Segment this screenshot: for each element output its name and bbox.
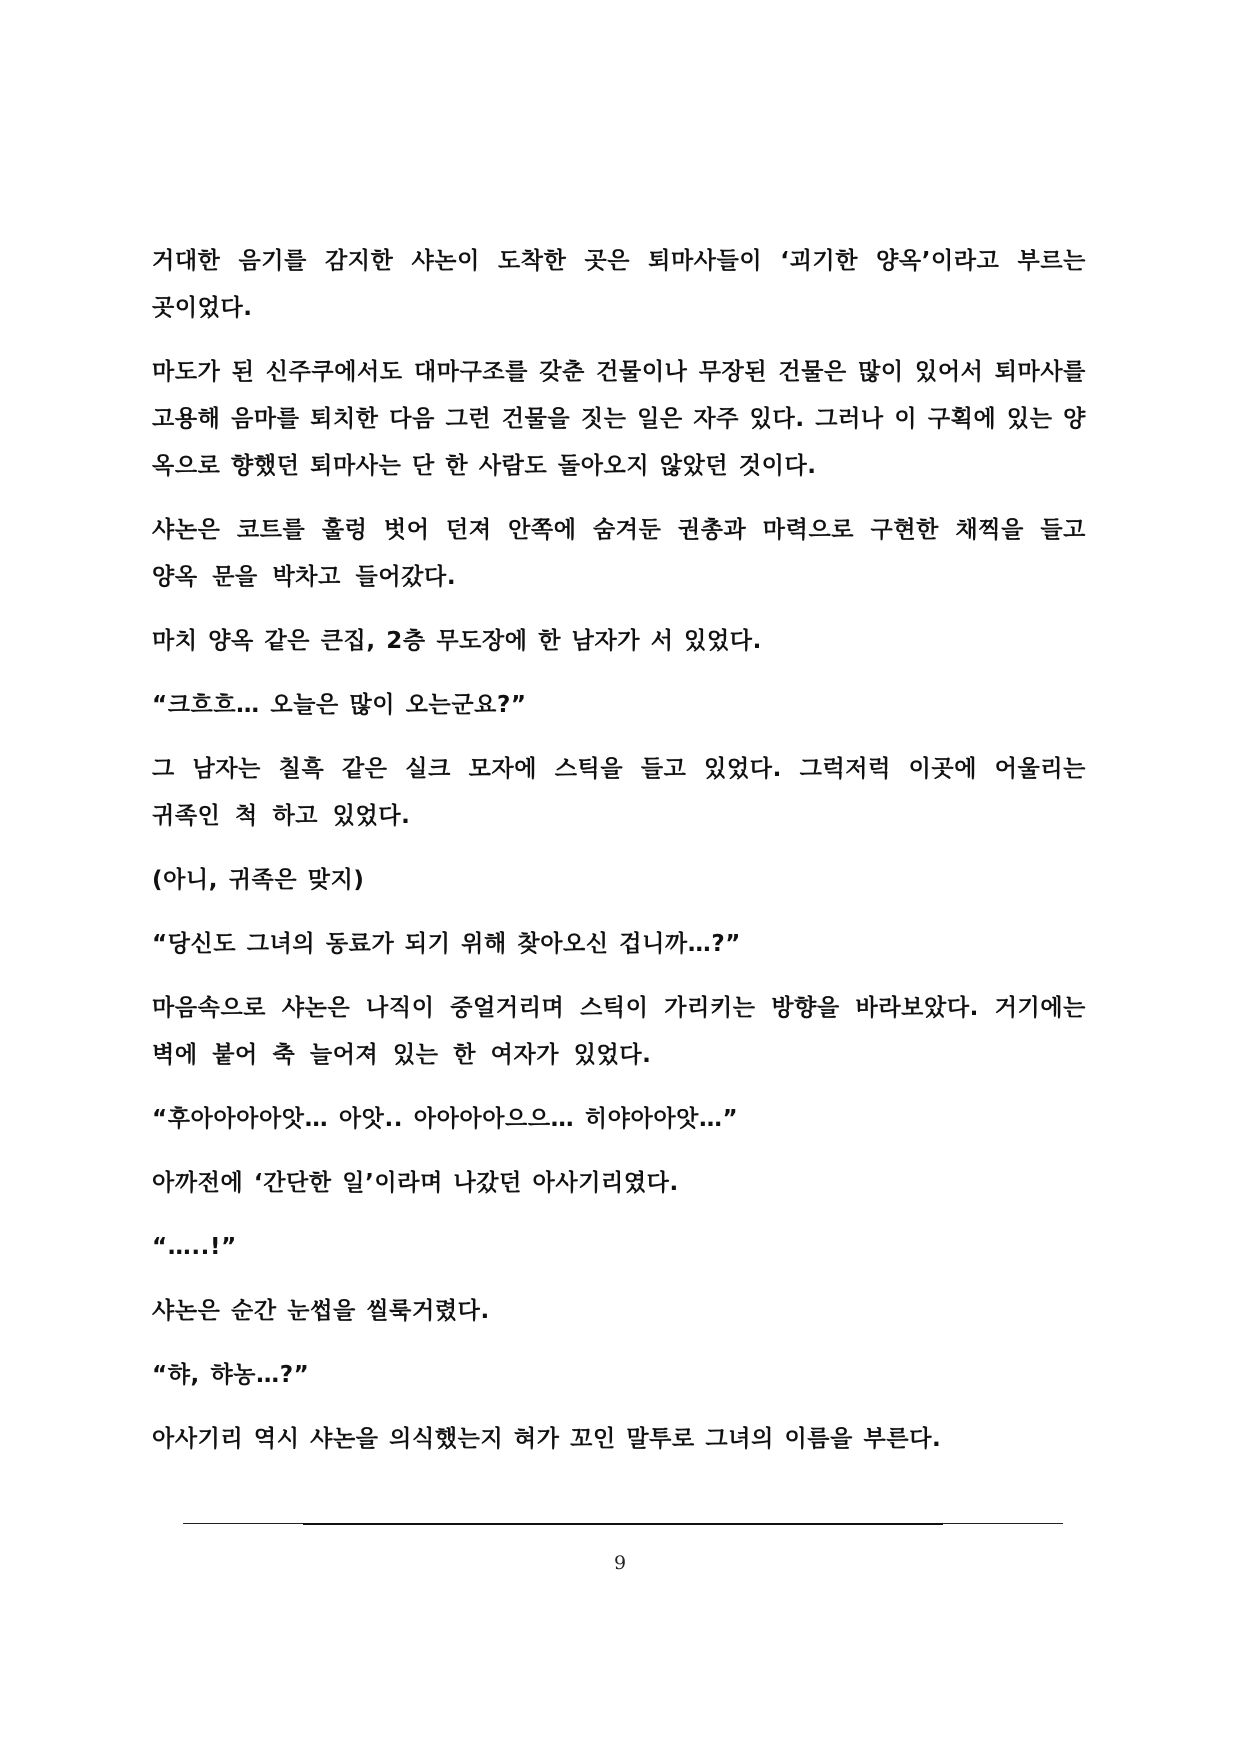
paragraph: 샤논은 순간 눈썹을 씰룩거렸다. [152, 1298, 490, 1324]
page-number: 9 [613, 1552, 627, 1574]
paragraph: (아니, 귀족은 맞지) [152, 867, 365, 893]
paragraph: “당신도 그녀의 동료가 되기 위해 찾아오신 겁니까…?” [152, 931, 741, 957]
paragraph: 거대한 음기를 감지한 샤논이 도착한 곳은 퇴마사들이 ‘괴기한 양옥’이라고 부르는 곳이었다. [152, 248, 1086, 321]
paragraph: 마음속으로 샤논은 나직이 중얼거리며 스틱이 가리키는 방향을 바라보았다. 거기에는 벽에 붙어 축 늘어져 있는 한 여자가 있었다. [152, 995, 1086, 1068]
footer-rule [183, 1523, 1063, 1524]
paragraph: 그 남자는 칠흑 같은 실크 모자에 스틱을 들고 있었다. 그럭저럭 이곳에 어울리는 귀족인 척 하고 있었다. [152, 756, 1086, 829]
paragraph: 아사기리 역시 샤논을 의식했는지 혀가 꼬인 말투로 그녀의 이름을 부른다. [152, 1426, 942, 1452]
paragraph: 샤논은 코트를 훌렁 벗어 던져 안쪽에 숨겨둔 권총과 마력으로 구현한 채찍을 들고 양옥 문을 박차고 들어갔다. [152, 517, 1086, 590]
paragraph: 마도가 된 신주쿠에서도 대마구조를 갖춘 건물이나 무장된 건물은 많이 있어서 퇴마사를 고용해 음마를 퇴치한 다음 그런 건물을 짓는 일은 자주 있다. 그러나 이 구획에 있는 양옥으로 향했던 퇴마사는 단 한 사람도 돌아오지 않았던 것이다. [152, 359, 1086, 479]
paragraph: “크흐흐… 오늘은 많이 오는군요?” [152, 692, 527, 718]
body-text [152, 238, 1086, 1480]
paragraph: 마치 양옥 같은 큰집, 2층 무도장에 한 남자가 서 있었다. [152, 628, 762, 654]
paragraph: “…..!” [152, 1234, 237, 1260]
paragraph: “햐, 햐농…?” [152, 1362, 310, 1388]
paragraph: 아까전에 ‘간단한 일’이라며 나갔던 아사기리였다. [152, 1170, 679, 1196]
footer-rule-segment [303, 1523, 943, 1525]
paragraph: “후아아아아앗… 아앗.. 아아아아으으… 히야아아앗…” [152, 1106, 739, 1132]
